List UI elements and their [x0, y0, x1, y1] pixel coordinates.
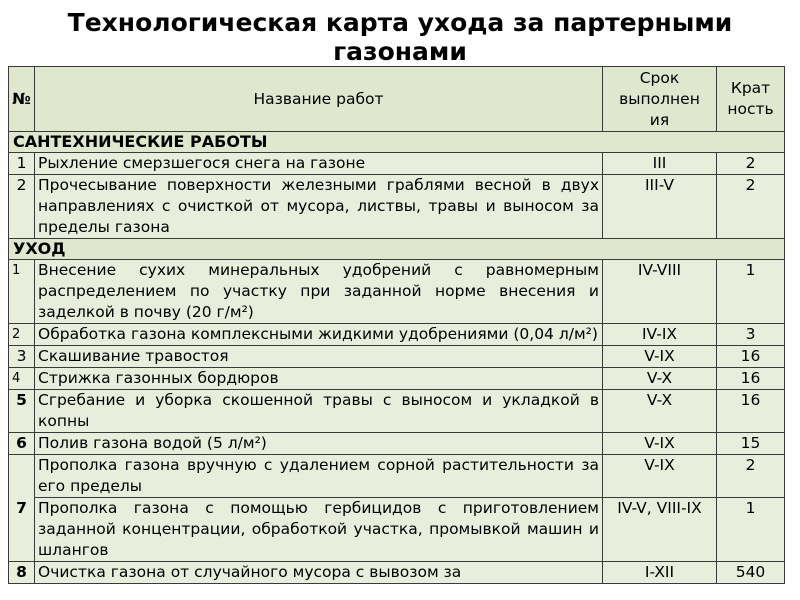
work-term: III: [603, 153, 717, 175]
row-number: 2: [9, 175, 35, 239]
work-term: V-IX: [603, 433, 717, 455]
table-row: [9, 390, 785, 433]
row-number: 7: [9, 455, 35, 562]
work-frequency: 2: [717, 175, 785, 239]
work-frequency: 16: [717, 346, 785, 368]
title-line-2: газонами: [333, 37, 467, 66]
column-header-frequency: Крат ность: [717, 67, 785, 132]
work-name: Скашивание травостоя: [35, 346, 603, 368]
section-title: УХОД: [9, 239, 785, 260]
work-name: Рыхление смерзшегося снега на газоне: [35, 153, 603, 175]
work-name: Обработка газона комплексными жидкими удобрениями (0,04 л/м²): [35, 324, 603, 346]
section-row-sanitary: [9, 132, 785, 153]
page-title: [0, 8, 800, 66]
work-frequency: 16: [717, 390, 785, 433]
column-header-deadline: Срок выполнен ия: [603, 67, 717, 132]
work-frequency: 540: [717, 562, 785, 584]
work-name: Очистка газона от случайного мусора с вывозом за: [35, 562, 603, 584]
table-header-row: [9, 67, 785, 132]
work-frequency: 2: [717, 153, 785, 175]
row-number: 8: [9, 562, 35, 584]
work-name: Прочесывание поверхности железными граблями весной в двух направлениях с очисткой от мусора, листвы, травы и выносом за пределы газона: [35, 175, 603, 239]
work-name: Прополка газона с помощью гербицидов с приготовлением заданной концентрации, обработкой участка, промывкой машин и шлангов: [35, 498, 603, 562]
work-frequency: 1: [717, 498, 785, 562]
title-line-1: Технологическая карта ухода за партерными: [67, 8, 733, 37]
table-row: [9, 368, 785, 390]
work-term: V-X: [603, 390, 717, 433]
work-name: Прополка газона вручную с удалением сорной растительности за его пределы: [35, 455, 603, 498]
row-number: 4: [9, 368, 35, 390]
row-number: 1: [9, 153, 35, 175]
table-row: [9, 433, 785, 455]
table-row: [9, 324, 785, 346]
work-name: Стрижка газонных бордюров: [35, 368, 603, 390]
row-number: 3: [9, 346, 35, 368]
work-term: I-XII: [603, 562, 717, 584]
work-frequency: 2: [717, 455, 785, 498]
table-row: [9, 175, 785, 239]
section-row-care: [9, 239, 785, 260]
row-number: 1: [9, 260, 35, 324]
table-row: [9, 455, 785, 498]
work-term: IV-V, VIII-IX: [603, 498, 717, 562]
work-frequency: 15: [717, 433, 785, 455]
work-name: Сгребание и уборка скошенной травы с выносом и укладкой в копны: [35, 390, 603, 433]
work-term: IV-VIII: [603, 260, 717, 324]
work-name: Внесение сухих минеральных удобрений с равномерным распределением по участку при заданной норме внесения и заделкой в почву (20 г/м²): [35, 260, 603, 324]
table-row: [9, 153, 785, 175]
work-term: IV-IX: [603, 324, 717, 346]
work-term: V-IX: [603, 346, 717, 368]
row-number: 5: [9, 390, 35, 433]
table-row: [9, 260, 785, 324]
column-header-number: №: [9, 67, 35, 132]
work-frequency: 3: [717, 324, 785, 346]
table-row: [9, 562, 785, 584]
column-header-name: Название работ: [35, 67, 603, 132]
section-title: САНТЕХНИЧЕСКИЕ РАБОТЫ: [9, 132, 785, 153]
work-name: Полив газона водой (5 л/м²): [35, 433, 603, 455]
table-row: [9, 498, 785, 562]
row-number: 2: [9, 324, 35, 346]
work-term: V-X: [603, 368, 717, 390]
work-term: III-V: [603, 175, 717, 239]
table-row: [9, 346, 785, 368]
work-term: V-IX: [603, 455, 717, 498]
work-frequency: 1: [717, 260, 785, 324]
work-frequency: 16: [717, 368, 785, 390]
row-number: 6: [9, 433, 35, 455]
care-table: [8, 66, 785, 584]
